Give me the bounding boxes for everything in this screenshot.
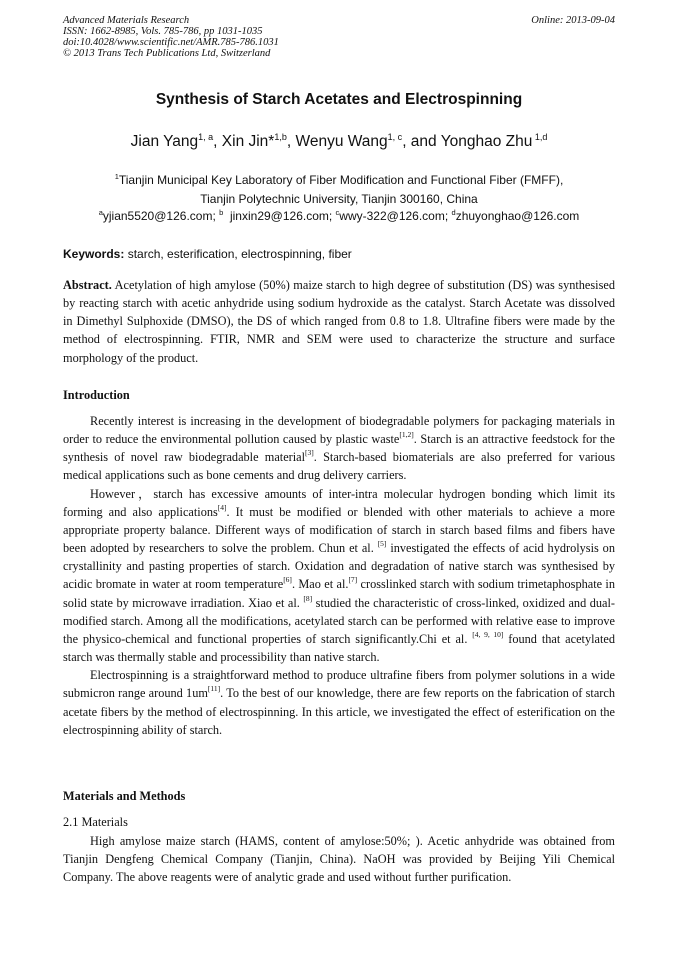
affiliation — [0, 167, 678, 209]
section-heading-introduction: Introduction — [63, 388, 130, 402]
author-name: Wenyu Wang — [295, 133, 388, 150]
keywords-text: starch, esterification, electrospinning, fiber — [124, 247, 352, 261]
keywords — [63, 247, 615, 261]
copyright-line: © 2013 Trans Tech Publications Ltd, Switzerland — [63, 48, 271, 59]
email-address[interactable]: yjian5520@126.com; — [102, 209, 216, 223]
introduction-body — [63, 412, 615, 739]
email-address[interactable]: wwy-322@126.com; — [339, 209, 449, 223]
email-sup: a — [98, 208, 103, 217]
affiliation-line-2: Tianjin Polytechnic University, Tianjin 300160, China — [200, 192, 478, 206]
abstract-label: Abstract. — [63, 278, 112, 292]
text-run: . Mao et al. — [291, 577, 349, 592]
email-address[interactable]: zhuyonghao@126.com — [455, 209, 580, 223]
citation-ref[interactable]: [6] — [283, 575, 292, 585]
citation-ref[interactable]: [4] — [217, 502, 227, 512]
keywords-label: Keywords: — [63, 247, 125, 261]
text-run: studied the characteristic of cross-linked, oxidized and dual-modified starch. Among all the modifications, acetylated starch can be performed with relative ease to improve the physico-chemical and functional properties of starch significantly.Chi et al. — [63, 595, 615, 646]
section-heading-materials-methods: Materials and Methods — [63, 789, 186, 803]
affiliation-sup: 1 — [114, 172, 119, 181]
text-run: . It must be modified or blended with other materials to achieve a more appropriate property balance. Different ways of modification of starch in starch based films and fibers have been adopted by researchers to solve the problem. Chun et al. — [63, 504, 615, 556]
text-run: investigated the effects of acid hydrolysis on crystallinity and pasting properties of starch. Oxidation and degradation of native starch was synthesised by acidic bromate in water at room temperature — [63, 541, 615, 592]
author-sup: 1,d — [532, 132, 548, 142]
author-list: Jian Yang$^{1, a}$, Xin Jin*$^{1,b}$, Wenyu Wang$^{1, c}$, and Yonghao Zhu $^{1,d}$ — [130, 132, 548, 150]
citation-ref[interactable]: [7] — [348, 575, 358, 585]
text-run: Recently interest is increasing in the development of biodegradable polymers for packaging materials in order to reduce the environmental pollution caused by plastic waste — [63, 414, 615, 447]
text-run: crosslinked starch with sodium trimetaphosphate in solid state by microwave irradiation. Xiao et al. — [63, 577, 615, 610]
citation-ref[interactable]: [4, 9, 10] — [472, 629, 504, 639]
text-run: Electrospinning is a straightforward method to produce ultrafine fibers from polymer solutions in a wide submicron range around 1um — [63, 668, 615, 701]
email-address[interactable]: jinxin29@126.com; — [229, 209, 333, 223]
journal-name: Advanced Materials Research — [63, 15, 190, 26]
citation-ref[interactable]: [1,2] — [399, 430, 414, 440]
abstract — [63, 276, 615, 367]
doi-line[interactable]: doi:10.4028/www.scientific.net/AMR.785-786.1031 — [63, 37, 279, 48]
text-run: However，starch has excessive amounts of inter-intra molecular hydrogen bonding which limit its forming and also applications — [63, 486, 615, 519]
affiliation-line-1: Tianjin Municipal Key Laboratory of Fiber Modification and Functional Fiber (FMFF), — [118, 173, 564, 187]
author-sup: 1, a — [198, 132, 214, 142]
email-sup: c — [335, 208, 340, 217]
citation-ref[interactable]: [3] — [305, 448, 314, 458]
materials-body — [63, 832, 615, 886]
author-name: Jian Yang — [130, 133, 199, 150]
issn-line: ISSN: 1662-8985, Vols. 785-786, pp 1031-1035 — [63, 26, 263, 37]
citation-ref[interactable]: [8] — [303, 593, 313, 603]
paragraph: High amylose maize starch (HAMS, content of amylose:50%; ). Acetic anhydride was obtained from Tianjin Dengfeng Chemical Company (Tianjin, China). NaOH was provided by Beijing Yili Chemical Company. The above reagents were of analytic grade and used without further purification. — [63, 834, 615, 885]
citation-ref[interactable]: [5] — [377, 539, 387, 549]
text-run: . Starch is an attractive feedstock for the synthesis of novel raw biodegradable material — [63, 432, 615, 465]
author-name: Xin Jin* — [221, 133, 275, 150]
email-list — [0, 208, 678, 223]
paragraph — [63, 485, 615, 667]
abstract-text: Acetylation of high amylose (50%) maize starch to high degree of substitution (DS) was synthesised by reacting starch with acetic anhydride using sodium hydroxide as the catalyst. Starch Acetate was dissolved in Dimethyl Sulphoxide (DMSO), the DS of which ranged from 0.8 to 1.8. Ultrafine fibers were made by the method of electrospinning. FTIR, NMR and SEM were used to characterize the structure and surface morphology of the product. — [63, 278, 615, 365]
author-name: Yonghao Zhu — [440, 133, 533, 150]
online-date: Online: 2013-09-04 — [531, 15, 615, 26]
citation-ref[interactable]: [11] — [207, 684, 221, 694]
paper-title: Synthesis of Starch Acetates and Electrospinning — [155, 91, 523, 108]
email-sup: b — [219, 208, 224, 217]
author-sup: 1, c — [387, 132, 403, 142]
text-run: found that acetylated starch was thermally stable and processibility than native starch. — [63, 631, 615, 665]
subsection-heading: 2.1 Materials — [63, 815, 128, 829]
journal-header — [63, 15, 615, 59]
email-sup: d — [451, 208, 456, 217]
paragraph — [63, 666, 615, 739]
text-run: . Starch-based biomaterials are also preferred for various medical applications such as bone cements and drug delivery carriers. — [63, 450, 615, 483]
author-sup: 1,b — [274, 132, 287, 142]
paragraph — [63, 412, 615, 485]
text-run: . To the best of our knowledge, there are few reports on the fabrication of starch acetate fibers by the method of electrospinning. In this article, we investigated the effect of esterification on the electrospinning ability of starch. — [63, 686, 615, 737]
